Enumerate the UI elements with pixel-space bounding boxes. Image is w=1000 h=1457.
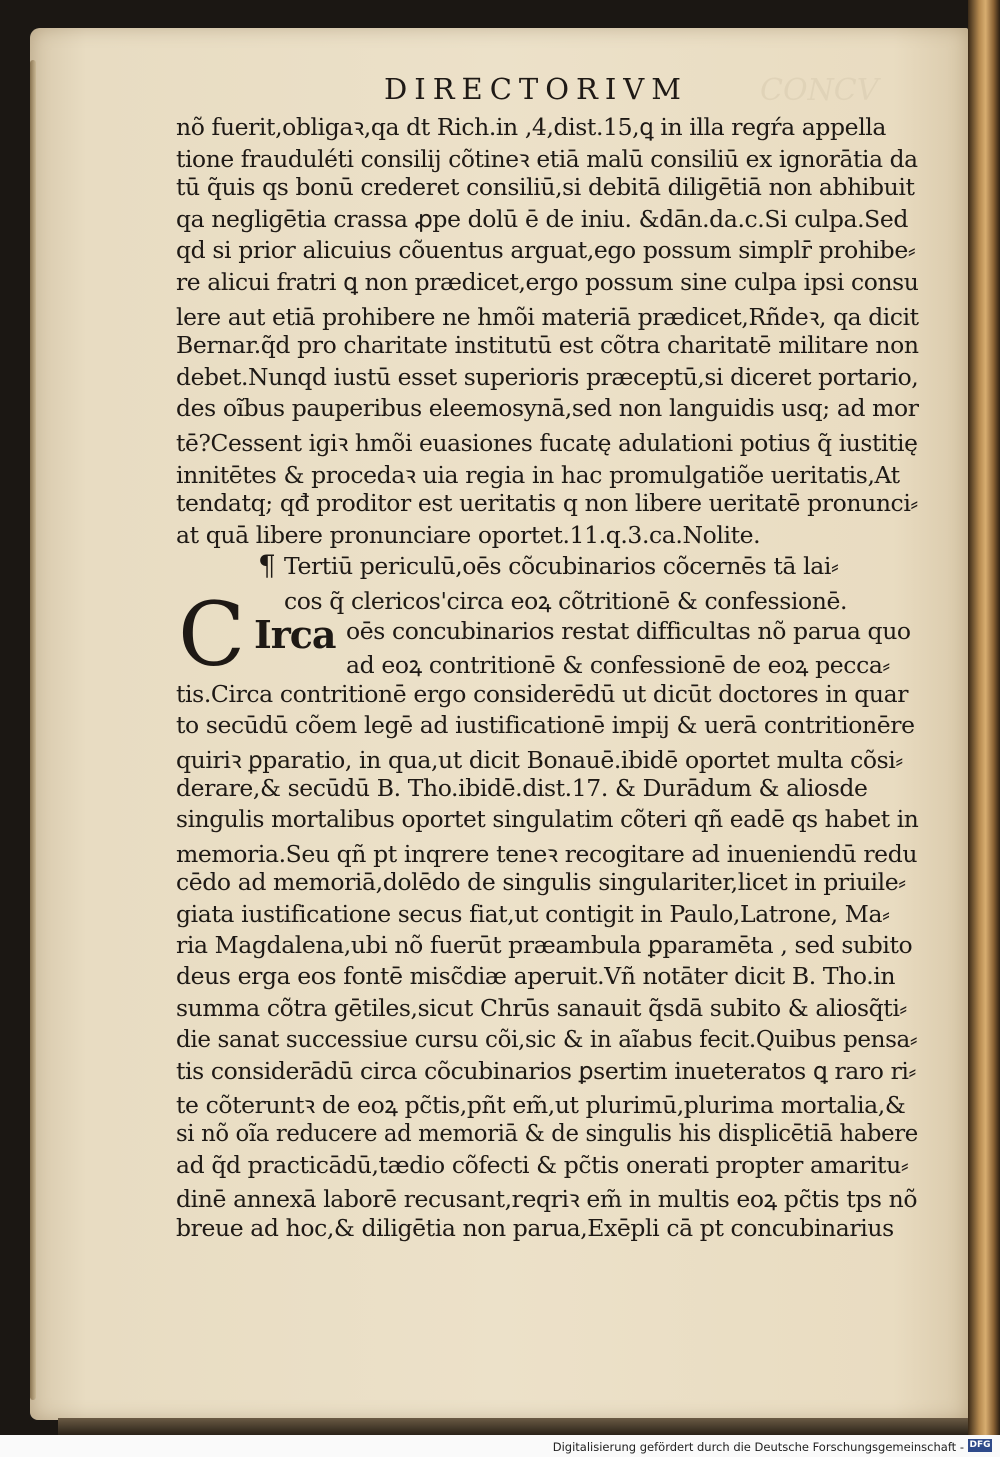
- body-lines-line: tū q̃uis qs bonū crederet consiliū,si debitā diligētiā non abhibuit: [176, 173, 915, 202]
- body-lines-line: lere aut etiā prohibere ne hmõi materiā prædicet,Rñdeꝛ, qa dicit: [176, 302, 919, 331]
- paragraph-line: quiriꝛ ꝑparatio, in qua,ut dicit Bonauē.ibidē oportet multa cõsi⸗: [176, 745, 903, 774]
- paragraph-line: derare,& secūdū B. Tho.ibidē.dist.17. & Durādum & aliosde: [176, 774, 868, 802]
- paragraph-line: oēs concubinarios restat difficultas nõ parua quo: [346, 617, 911, 645]
- paragraph-line: si nõ oĩa reducere ad memoriā & de singulis his displicētiā habere: [176, 1119, 918, 1148]
- paragraph-line: deus erga eos fontē misc̃diæ aperuit.Vñ notāter dicit B. Tho.in: [176, 962, 896, 991]
- body-lines-line: Bernar.q̃d pro charitate institutū est cõtra charitatē militare non: [176, 331, 919, 360]
- book-fore-edge: [968, 0, 1000, 1435]
- section-heading-line: cos q̃ clericos'circa eoꝝ cõtritionē & confessionē.: [284, 586, 848, 615]
- paragraph-line: ad q̃d practicādū,tædio cõfecti & pc̃tis onerati propter amaritu⸗: [176, 1150, 909, 1179]
- bleed-through-line: CONCV: [760, 75, 879, 108]
- paragraph-line: tis considerādū circa cõcubinarios ꝑsertim inueteratos ꝗ raro ri⸗: [176, 1056, 916, 1085]
- body-lines-line: des oĩbus pauperibus eleemosynā,sed non languidis usq; ad mor: [176, 394, 919, 423]
- paragraph-line: breue ad hoc,& diligētia non parua,Exēpli cā pt concubinarius: [176, 1213, 894, 1242]
- paragraph-line: dinē annexā laborē recusant,reqriꝛ em̃ in multis eoꝝ pc̃tis tps nõ: [176, 1185, 918, 1214]
- decorated-initial: C: [178, 583, 246, 686]
- running-title: DIRECTORIVM: [384, 72, 688, 106]
- paragraph-line: to secūdū cõem legē ad iustificationē impij & uerā contritionēre: [176, 711, 915, 740]
- body-lines-line: at quā libere pronunciare oportet.11.q.3.ca.Nolite.: [176, 520, 761, 549]
- body-lines-line: tendatq; qđ proditor est ueritatis q non libere ueritatē pronunci⸗: [176, 489, 918, 518]
- paragraph-line: summa cõtra gētiles,sicut Chrūs sanauit q̃sdā subito & aliosq̃ti⸗: [176, 993, 907, 1022]
- paragraph-line: memoria.Seu qñ pt inqrere teneꝛ recogitare ad inueniendū redu: [176, 839, 918, 868]
- page-gutter: [30, 60, 36, 1400]
- initial-word-rest: Irca: [254, 612, 336, 657]
- paragraph-line: tis.Circa contritionē ergo considerēdū ut dicūt doctores in quar: [176, 679, 909, 708]
- paragraph-line: die sanat successiue cursu cõi,sic & in aĩabus fecit.Quibus pensa⸗: [176, 1025, 918, 1054]
- paragraph-line: ria Magdalena,ubi nõ fuerūt præambula ꝑparamēta , sed subito: [176, 931, 913, 959]
- body-lines-line: qd si prior alicuius cõuentus arguat,ego possum simplr̄ prohibe⸗: [176, 236, 916, 265]
- dfg-logo: DFG: [969, 1440, 991, 1450]
- body-lines-line: re alicui fratri ꝗ non prædicet,ergo possum sine culpa ipsi consu: [176, 268, 919, 296]
- pilcrow-mark: ¶: [258, 549, 276, 582]
- footer-credit: Digitalisierung gefördert durch die Deutsche Forschungsgemeinschaft -: [552, 1440, 964, 1454]
- body-lines-line: tē?Cessent igiꝛ hmõi euasiones fucatę adulationi potius q̃ iustitię: [176, 429, 918, 457]
- body-lines-line: nõ fuerit,obligaꝛ,qa dt Rich.in ,4,dist.15,ꝗ in illa regŕa appella: [176, 113, 887, 141]
- paragraph-line: cēdo ad memoriā,dolēdo de singulis singulariter,licet in priuile⸗: [176, 868, 906, 897]
- section-heading-line: Tertiū periculū,oēs cõcubinarios cõcernēs tā lai⸗: [284, 552, 839, 580]
- paragraph-line: singulis mortalibus oportet singulatim cõteri qñ eadē qs habet in: [176, 805, 919, 834]
- body-lines-line: debet.Nunqd iustū esset superioris præceptū,si diceret portario,: [176, 362, 919, 391]
- body-lines-line: tione frauduléti consilij cõtineꝛ etiā malū consiliū ex ignorātia da: [176, 144, 918, 173]
- paragraph-line: te cõteruntꝛ de eoꝝ pc̃tis,pñt em̃,ut plurimū,plurima mortalia,&: [176, 1091, 906, 1119]
- body-lines-line: innitētes & procedaꝛ uia regia in hac promulgatiõe ueritatis,At: [176, 460, 900, 489]
- paragraph-line: ad eoꝝ contritionē & confessionē de eoꝝ pecca⸗: [346, 651, 890, 680]
- book-bottom-edge: [58, 1418, 968, 1435]
- paragraph-line: giata iustificatione secus fiat,ut contigit in Paulo,Latrone, Ma⸗: [176, 899, 890, 928]
- body-lines-line: qa negligētia crassa ꝓpe dolū ē de iniu. &dān.da.c.Si culpa.Sed: [176, 204, 909, 233]
